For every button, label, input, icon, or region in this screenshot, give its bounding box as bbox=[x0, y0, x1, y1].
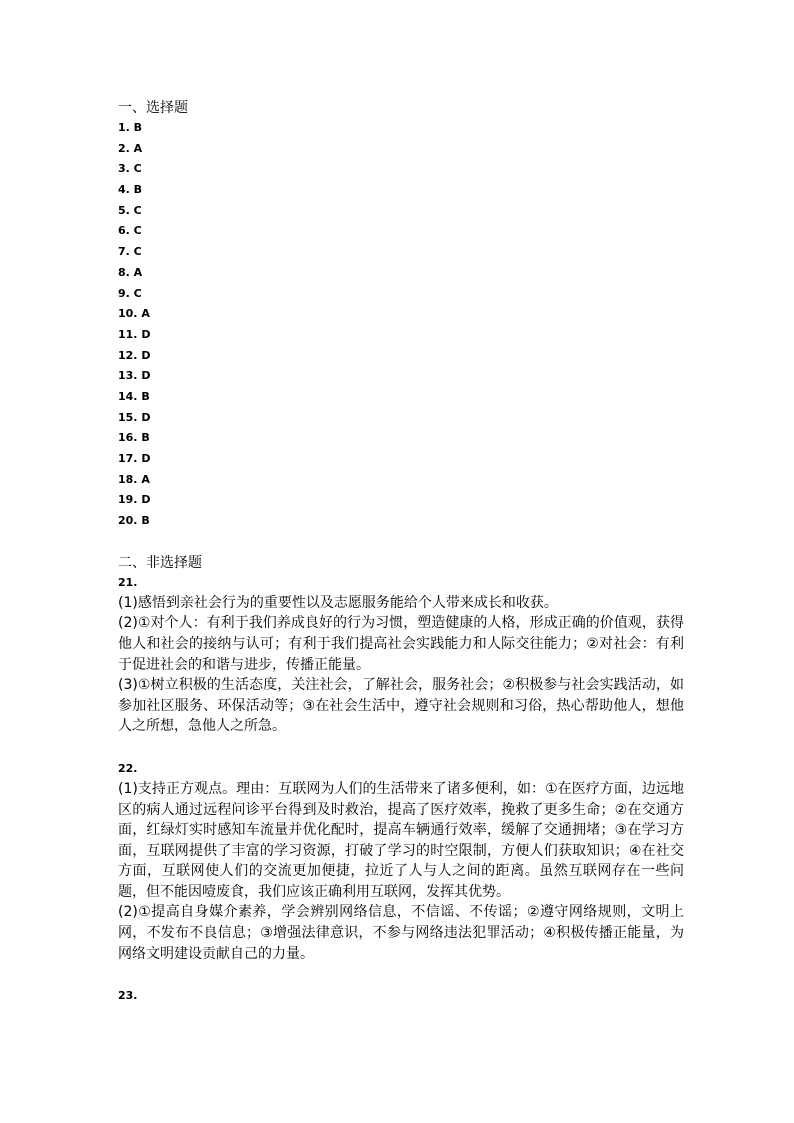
answer-item: 10. A bbox=[118, 307, 150, 321]
q22-part-1: (1)支持正方观点。理由：互联网为人们的生活带来了诸多便利，如：①在医疗方面，边远地区的病人通过远程问诊平台得到及时救治，提高了医疗效率，挽救了更多生命；②在交通方面，红绿灯实时感知车流量并优化配时，提高车辆通行效率，缓解了交通拥堵；③在学习方面，互联网提供了丰富的学习资源，打破了学习的时空限制，方便人们获取知识；④在社交方面，互联网使人们的交流更加便捷，拉近了人与人之间的距离。虽然互联网存在一些问题，但不能因噎废食，我们应该正确利用互联网，发挥其优势。 bbox=[118, 780, 684, 900]
q21-part-1: (1)感悟到亲社会行为的重要性以及志愿服务能给个人带来成长和收获。 bbox=[118, 594, 558, 611]
answer-item: 11. D bbox=[118, 327, 151, 341]
answer-item: 14. B bbox=[118, 389, 150, 403]
answer-item: 20. B bbox=[118, 514, 150, 528]
answer-item: 5. C bbox=[118, 203, 142, 217]
question-number-23: 23. bbox=[118, 989, 138, 1003]
q21-part-2: (2)①对个人：有利于我们养成良好的行为习惯，塑造健康的人格，形成正确的价值观，获得他人和社会的接纳与认可；有利于我们提高社会实践能力和人际交往能力；②对社会：有利于促进社会的和谐与进步，传播正能量。 bbox=[118, 615, 684, 673]
q22-part-2: (2)①提高自身媒介素养，学会辨别网络信息，不信谣、不传谣；②遵守网络规则，文明上网，不发布不良信息；③增强法律意识，不参与网络违法犯罪活动；④积极传播正能量，为网络文明建设贡献自己的力量。 bbox=[118, 904, 684, 962]
answer-item: 8. A bbox=[118, 265, 143, 279]
q21-part-3: (3)①树立积极的生活态度，关注社会，了解社会，服务社会；②积极参与社会实践活动，如参加社区服务、环保活动等；③在社会生活中，遵守社会规则和习俗，热心帮助他人，想他人之所想，急他人之所急。 bbox=[118, 677, 684, 735]
question-spacer bbox=[118, 737, 684, 759]
answer-item: 17. D bbox=[118, 452, 151, 465]
section-heading-non-multiple-choice: 二、非选择题 bbox=[118, 554, 202, 571]
answer-item: 1. B bbox=[118, 121, 143, 134]
question-number-22: 22. bbox=[118, 761, 138, 775]
answer-item: 13. D bbox=[118, 369, 151, 383]
answer-content bbox=[118, 98, 684, 1006]
question-number-21: 21. bbox=[118, 575, 138, 589]
answer-item: 7. C bbox=[118, 245, 142, 259]
answer-item: 12. D bbox=[118, 348, 151, 362]
answer-item: 2. A bbox=[118, 141, 143, 155]
section-spacer bbox=[118, 532, 684, 553]
answer-item: 19. D bbox=[118, 493, 151, 507]
multiple-choice-answer-list bbox=[118, 118, 684, 532]
answer-item: 9. C bbox=[118, 286, 142, 300]
question-spacer bbox=[118, 964, 684, 986]
answer-item: 18. A bbox=[118, 472, 150, 486]
answer-item: 16. B bbox=[118, 431, 150, 445]
section-heading-multiple-choice: 一、选择题 bbox=[118, 100, 188, 116]
answer-item: 4. B bbox=[118, 183, 143, 197]
answer-item: 15. D bbox=[118, 410, 151, 424]
answer-item: 6. C bbox=[118, 224, 142, 238]
answer-item: 3. C bbox=[118, 162, 142, 176]
